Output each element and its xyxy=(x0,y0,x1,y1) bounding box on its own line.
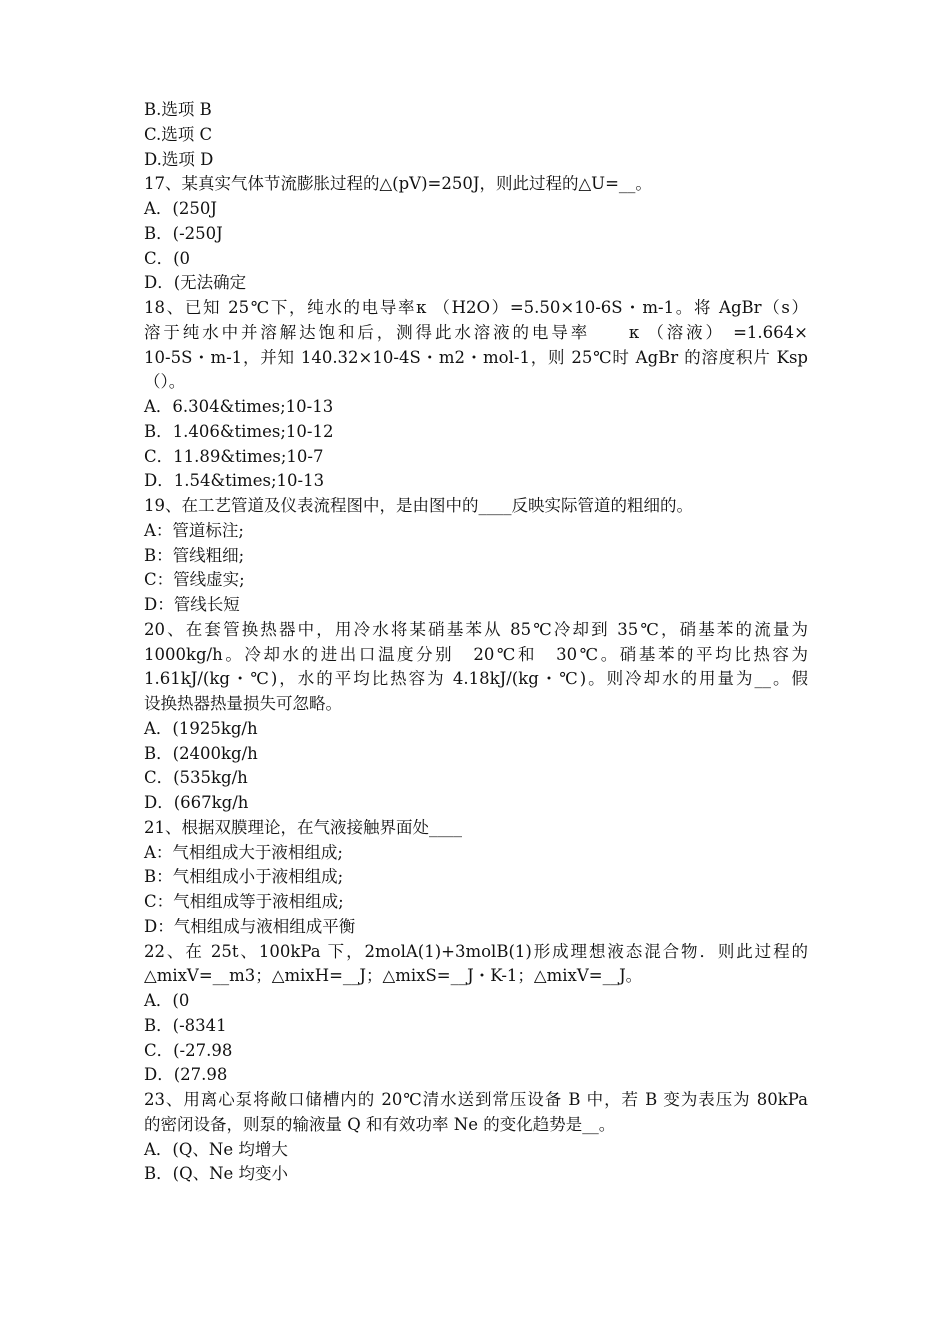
q18-option-d: D．1.54&times;10-13 xyxy=(144,471,325,491)
q21-option-d: D：气相组成与液相组成平衡 xyxy=(144,916,356,936)
q17-option-d: D．(无法确定 xyxy=(144,273,247,293)
q20-option-a: A．(1925kg/h xyxy=(144,718,258,738)
question-18-line-3: 10-5S・m-1，并知 140.32×10-4S・m2・mol-1，则 25℃时 AgBr 的溶度积片 Ksp xyxy=(144,347,808,367)
q19-option-b: B：管线粗细; xyxy=(144,545,245,565)
q21-option-b: B：气相组成小于液相组成; xyxy=(144,867,344,887)
option-c-line: C.选项 C xyxy=(144,124,213,144)
question-22-line-2: △mixV=__m3；△mixH=__J；△mixS=__J・K-1；△mixV=__J。 xyxy=(144,966,643,986)
q18-option-b: B．1.406&times;10-12 xyxy=(144,421,334,441)
question-18-line-4: （）。 xyxy=(144,372,186,392)
question-18-line-2: 溶于纯水中并溶解达饱和后，测得此水溶液的电导率 κ （溶液） =1.664× xyxy=(144,322,808,342)
q22-option-c: C．(-27.98 xyxy=(144,1040,233,1060)
question-20-line-1: 20、在套管换热器中，用冷水将某硝基苯从 85℃冷却到 35℃，硝基苯的流量为 xyxy=(144,619,808,639)
q23-option-a: A．(Q、Ne 均增大 xyxy=(144,1139,288,1159)
q20-option-d: D．(667kg/h xyxy=(144,793,249,812)
q18-option-c: C．11.89&times;10-7 xyxy=(144,446,324,466)
q21-option-a: A：气相组成大于液相组成; xyxy=(144,842,343,862)
q19-option-c: C：管线虚实; xyxy=(144,570,245,590)
q19-option-a: A：管道标注; xyxy=(144,520,244,540)
option-b-line: B.选项 B xyxy=(144,100,212,119)
option-d-line: D.选项 D xyxy=(144,149,214,169)
question-20-line-2: 1000kg/h。冷却水的进出口温度分别 20℃和 30℃。硝基苯的平均比热容为 xyxy=(144,644,808,664)
question-23-line-1: 23、用离心泵将敞口储槽内的 20℃清水送到常压设备 B 中，若 B 变为表压为 80kPa xyxy=(144,1090,808,1109)
question-22-line-1: 22、在 25t、100kPa 下，2molA(1)+3molB(1)形成理想液态混合物．则此过程的 xyxy=(144,941,808,961)
question-20-line-4: 设换热器热量损失可忽略。 xyxy=(144,694,342,713)
q18-option-a: A．6.304&times;10-13 xyxy=(144,397,334,416)
q21-option-c: C：气相组成等于液相组成; xyxy=(144,892,344,911)
question-17: 17、某真实气体节流膨胀过程的△(pV)=250J，则此过程的△U=__。 xyxy=(144,174,652,194)
q22-option-d: D．(27.98 xyxy=(144,1065,228,1085)
question-23-line-2: 的密闭设备，则泵的输液量 Q 和有效功率 Ne 的变化趋势是__。 xyxy=(144,1114,616,1134)
document-body xyxy=(144,98,808,1187)
q17-option-a: A．(250J xyxy=(144,199,217,218)
q20-option-b: B．(2400kg/h xyxy=(144,743,258,763)
question-20-line-3: 1.61kJ/(kg・℃)，水的平均比热容为 4.18kJ/(kg・℃)。则冷却水的用量为__。假 xyxy=(144,669,808,689)
question-21: 21、根据双膜理论，在气液接触界面处____ xyxy=(144,817,462,837)
q19-option-d: D：管线长短 xyxy=(144,595,240,614)
q22-option-b: B．(-8341 xyxy=(144,1015,227,1035)
q17-option-c: C．(0 xyxy=(144,248,191,268)
q23-option-b: B．(Q、Ne 均变小 xyxy=(144,1164,289,1184)
question-19: 19、在工艺管道及仪表流程图中，是由图中的____反映实际管道的粗细的。 xyxy=(144,496,693,515)
q17-option-b: B．(-250J xyxy=(144,223,223,243)
q22-option-a: A．(0 xyxy=(144,991,190,1010)
q20-option-c: C．(535kg/h xyxy=(144,768,248,788)
question-18-line-1: 18、已知 25℃下，纯水的电导率κ （H2O）=5.50×10-6S・m-1。将 AgBr（s） xyxy=(144,298,808,317)
